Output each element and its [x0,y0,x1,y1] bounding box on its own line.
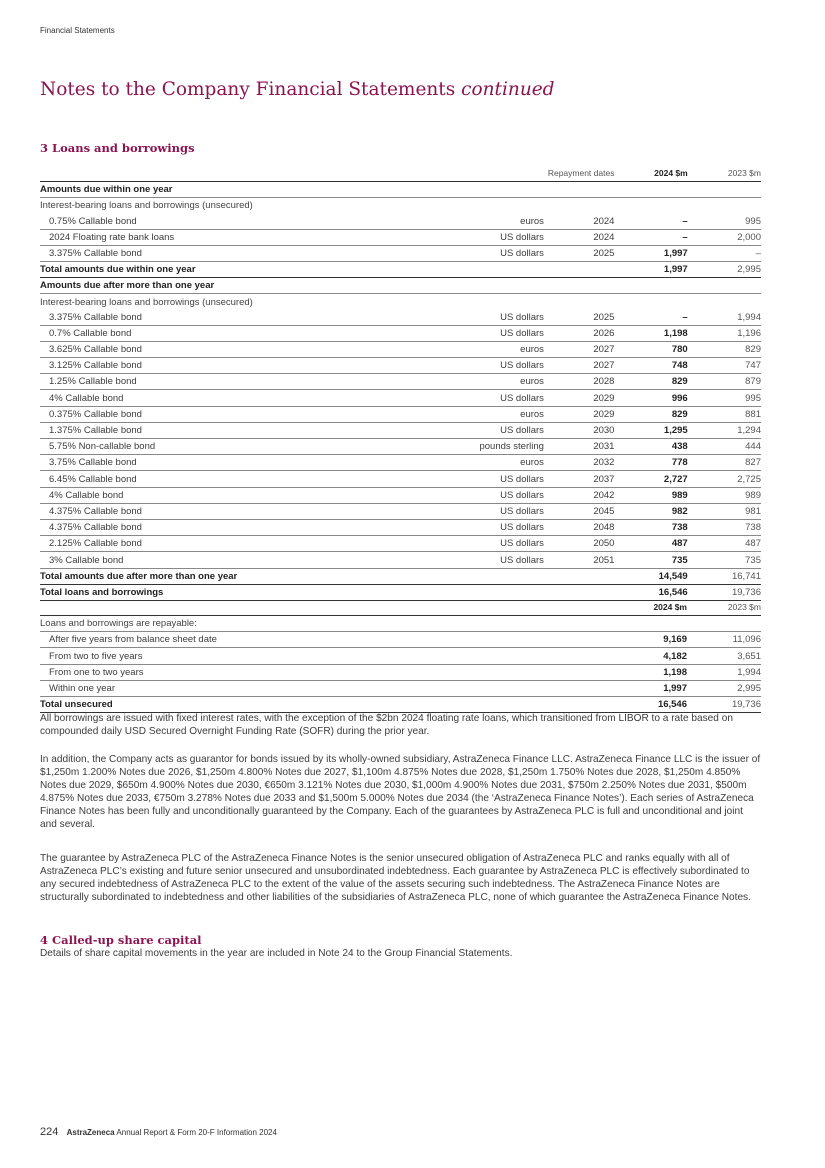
table-row [40,680,761,696]
maturity-label: Within one year [40,680,613,696]
value-2024: 778 [614,455,687,471]
col-repayment-dates: Repayment dates [544,154,615,182]
total-row [40,261,761,277]
value-2023: 19,736 [688,584,761,600]
currency: US dollars [423,471,544,487]
currency: US dollars [423,325,544,341]
value-2023: 1,994 [688,310,761,326]
value-2023: 487 [688,536,761,552]
value-2023: 2,995 [688,261,761,277]
repayment-date: 2025 [544,245,615,261]
value-2024: 2,727 [614,471,687,487]
currency: US dollars [423,536,544,552]
currency: US dollars [423,503,544,519]
currency: euros [423,213,544,229]
repayment-date: 2037 [544,471,615,487]
value-2023: 2,995 [687,680,761,696]
instrument-name: 2024 Floating rate bank loans [40,229,423,245]
paragraph-guarantee-ranking: The guarantee by AstraZeneca PLC of the AstraZeneca Finance Notes is the senior unsecured obligation of AstraZeneca PLC and ranks equally with all of AstraZeneca PLC’s existing and future senior unsecured and unsubordinated indebtedness. Each guarantee by AstraZeneca PLC is effectively subordinated to any secured indebtedness of AstraZeneca PLC to the extent of the value of the assets securing such indebtedness. The AstraZeneca Finance Notes are structurally subordinated to indebtedness and other liabilities of the subsidiaries of AstraZeneca PLC, none of which guarantee the AstraZeneca Finance Notes. [40,853,751,903]
value-2023: 1,994 [687,664,761,680]
value-2023: 738 [688,519,761,535]
note-3-heading: 3 Loans and borrowings [40,141,195,155]
value-2024: 16,546 [613,696,687,712]
table-row [40,229,761,245]
total-label: Total unsecured [40,696,613,712]
value-2024: 735 [614,552,687,568]
value-2024: 14,549 [614,568,687,584]
value-2023: 3,651 [687,648,761,664]
value-2023: 995 [688,213,761,229]
instrument-name: 3.125% Callable bond [40,358,423,374]
value-2023: – [688,245,761,261]
col-2024: 2024 $m [613,588,687,616]
paragraph-guarantor: In addition, the Company acts as guarantor for bonds issued by its wholly-owned subsidiary, AstraZeneca Finance LLC. AstraZeneca Finance LLC is the issuer of $1,250m 1.200% Notes due 2026, $1,250m 4.800% Notes due 2027, $1,100m 4.875% Notes due 2028, $1,250m 1.750% Notes due 2028, $1,250m 4.850% Notes due 2029, $650m 4.900% Notes due 2030, €650m 3.121% Notes due 2030, $1,000m 4.900% Notes due 2031, $750m 2.250% Notes due 2031, $500m 4.875% Notes due 2033, €750m 3.278% Notes due 2033 and $1,500m 5.000% Notes due 2034 (the ‘AstraZeneca Finance Notes’). Each series of AstraZeneca Finance Notes has been fully and unconditionally guaranteed by the Company. Each of the guarantees by AstraZeneca PLC is full and unconditional and joint and several. [40,754,761,830]
value-2024: 1,997 [614,245,687,261]
loans-table [40,154,761,601]
repayable-table-header [40,588,761,616]
value-2024: 748 [614,358,687,374]
instrument-name: 0.7% Callable bond [40,325,423,341]
total-label: Total amounts due after more than one year [40,568,423,584]
value-2023: 2,000 [688,229,761,245]
repayment-date: 2045 [544,503,615,519]
loans-table-body [40,182,761,601]
table-row [40,325,761,341]
note-4-heading: 4 Called-up share capital [40,933,202,947]
table-row [40,552,761,568]
paragraph-floating-rate: All borrowings are issued with fixed interest rates, with the exception of the $2bn 2024 floating rate loans, which transitioned from LIBOR to a rate based on compounded daily USD Secured Overnight Funding Rate (SOFR) during the prior year. [40,713,733,737]
page-title-suffix: continued [461,79,555,100]
instrument-name: 2.125% Callable bond [40,536,423,552]
loans-table-header [40,154,761,182]
instrument-name: 5.75% Non-callable bond [40,439,423,455]
table-row [40,374,761,390]
value-2023: 16,741 [688,568,761,584]
running-header: Financial Statements [40,26,115,35]
value-2023: 1,294 [688,422,761,438]
instrument-name: 1.25% Callable bond [40,374,423,390]
value-2024: 738 [614,519,687,535]
currency: US dollars [423,310,544,326]
repayment-date: 2029 [544,390,615,406]
value-2024: 1,198 [614,325,687,341]
value-2023: 1,196 [688,325,761,341]
instrument-name: 3.75% Callable bond [40,455,423,471]
table-row [40,406,761,422]
total-label: Total amounts due within one year [40,261,423,277]
table-row [40,648,761,664]
repayable-table-body [40,616,761,713]
value-2023: 829 [688,341,761,357]
table-row [40,245,761,261]
page-number: 224 [40,1126,59,1138]
table-row [40,341,761,357]
value-2023: 989 [688,487,761,503]
total-row [40,568,761,584]
value-2023: 879 [688,374,761,390]
subheading: Interest-bearing loans and borrowings (unsecured) [40,296,253,308]
instrument-name: 3.375% Callable bond [40,310,423,326]
table-row [40,471,761,487]
value-2024: 1,198 [613,664,687,680]
currency: euros [423,406,544,422]
footer-document-title: Annual Report & Form 20-F Information 2024 [116,1128,277,1137]
value-2024: 1,997 [613,680,687,696]
maturity-label: After five years from balance sheet date [40,632,613,648]
instrument-name: 1.375% Callable bond [40,422,423,438]
total-row [40,696,761,712]
total-label: Total loans and borrowings [40,584,423,600]
page-title [40,79,555,100]
value-2023: 444 [688,439,761,455]
repayable-heading: Loans and borrowings are repayable: [40,616,761,632]
value-2024: 1,997 [614,261,687,277]
empty-cell [423,261,544,277]
col-2023: 2023 $m [688,154,761,182]
value-2024: 989 [614,487,687,503]
value-2024: 829 [614,374,687,390]
value-2024: 1,295 [614,422,687,438]
empty-cell [544,568,615,584]
repayment-date: 2024 [544,213,615,229]
repayment-date: 2026 [544,325,615,341]
currency: US dollars [423,229,544,245]
instrument-name: 3.625% Callable bond [40,341,423,357]
currency: US dollars [423,245,544,261]
col-2024: 2024 $m [614,154,687,182]
table-row [40,422,761,438]
value-2023: 11,096 [687,632,761,648]
maturity-label: From two to five years [40,648,613,664]
repayment-date: 2025 [544,310,615,326]
currency: euros [423,455,544,471]
currency: euros [423,374,544,390]
currency: US dollars [423,487,544,503]
table-row [40,487,761,503]
repayment-date: 2027 [544,358,615,374]
group-heading: Amounts due within one year [40,182,761,198]
value-2023: 735 [688,552,761,568]
repayment-date: 2029 [544,406,615,422]
repayment-date: 2024 [544,229,615,245]
value-2023: 881 [688,406,761,422]
value-2024: 9,169 [613,632,687,648]
value-2023: 19,736 [687,696,761,712]
repayable-heading-row [40,616,761,632]
currency: euros [423,341,544,357]
repayment-date: 2051 [544,552,615,568]
instrument-name: 4% Callable bond [40,487,423,503]
repayment-date: 2031 [544,439,615,455]
value-2023: 747 [688,358,761,374]
value-2024: – [614,310,687,326]
instrument-name: 4.375% Callable bond [40,503,423,519]
maturity-label: From one to two years [40,664,613,680]
repayment-date: 2032 [544,455,615,471]
table-row [40,632,761,648]
empty-cell [423,568,544,584]
value-2023: 827 [688,455,761,471]
group-heading-row [40,182,761,198]
value-2024: – [614,213,687,229]
page-title-main: Notes to the Company Financial Statements [40,79,456,100]
repayment-date: 2030 [544,422,615,438]
value-2024: 982 [614,503,687,519]
repayment-date: 2028 [544,374,615,390]
table-row [40,310,761,326]
page-footer [40,1126,277,1138]
empty-cell [544,261,615,277]
currency: US dollars [423,358,544,374]
instrument-name: 4% Callable bond [40,390,423,406]
value-2024: – [614,229,687,245]
table-row [40,455,761,471]
value-2024: 487 [614,536,687,552]
subheading-row [40,294,761,310]
table-row [40,390,761,406]
group-heading-row [40,278,761,294]
repayment-date: 2048 [544,519,615,535]
table-row [40,439,761,455]
note-4-text: Details of share capital movements in the year are included in Note 24 to the Group Financial Statements. [40,948,513,959]
instrument-name: 6.45% Callable bond [40,471,423,487]
value-2024: 4,182 [613,648,687,664]
repayment-date: 2050 [544,536,615,552]
instrument-name: 3.375% Callable bond [40,245,423,261]
table-row [40,536,761,552]
repayable-table [40,588,761,713]
subheading: Interest-bearing loans and borrowings (unsecured) [40,200,253,212]
instrument-name: 3% Callable bond [40,552,423,568]
value-2024: 996 [614,390,687,406]
table-row [40,503,761,519]
value-2024: 16,546 [614,584,687,600]
currency: US dollars [423,422,544,438]
value-2023: 2,725 [688,471,761,487]
currency: US dollars [423,552,544,568]
value-2023: 981 [688,503,761,519]
table-row [40,519,761,535]
footer-brand: AstraZeneca [66,1128,115,1137]
instrument-name: 0.375% Callable bond [40,406,423,422]
instrument-name: 4.375% Callable bond [40,519,423,535]
currency: US dollars [423,390,544,406]
value-2023: 995 [688,390,761,406]
instrument-name: 0.75% Callable bond [40,213,423,229]
subheading-row [40,198,761,214]
value-2024: 780 [614,341,687,357]
currency: pounds sterling [423,439,544,455]
table-row [40,358,761,374]
table-row [40,213,761,229]
repayment-date: 2042 [544,487,615,503]
table-row [40,664,761,680]
group-heading: Amounts due after more than one year [40,278,761,294]
value-2024: 829 [614,406,687,422]
col-2023: 2023 $m [687,588,761,616]
repayment-date: 2027 [544,341,615,357]
currency: US dollars [423,519,544,535]
value-2024: 438 [614,439,687,455]
